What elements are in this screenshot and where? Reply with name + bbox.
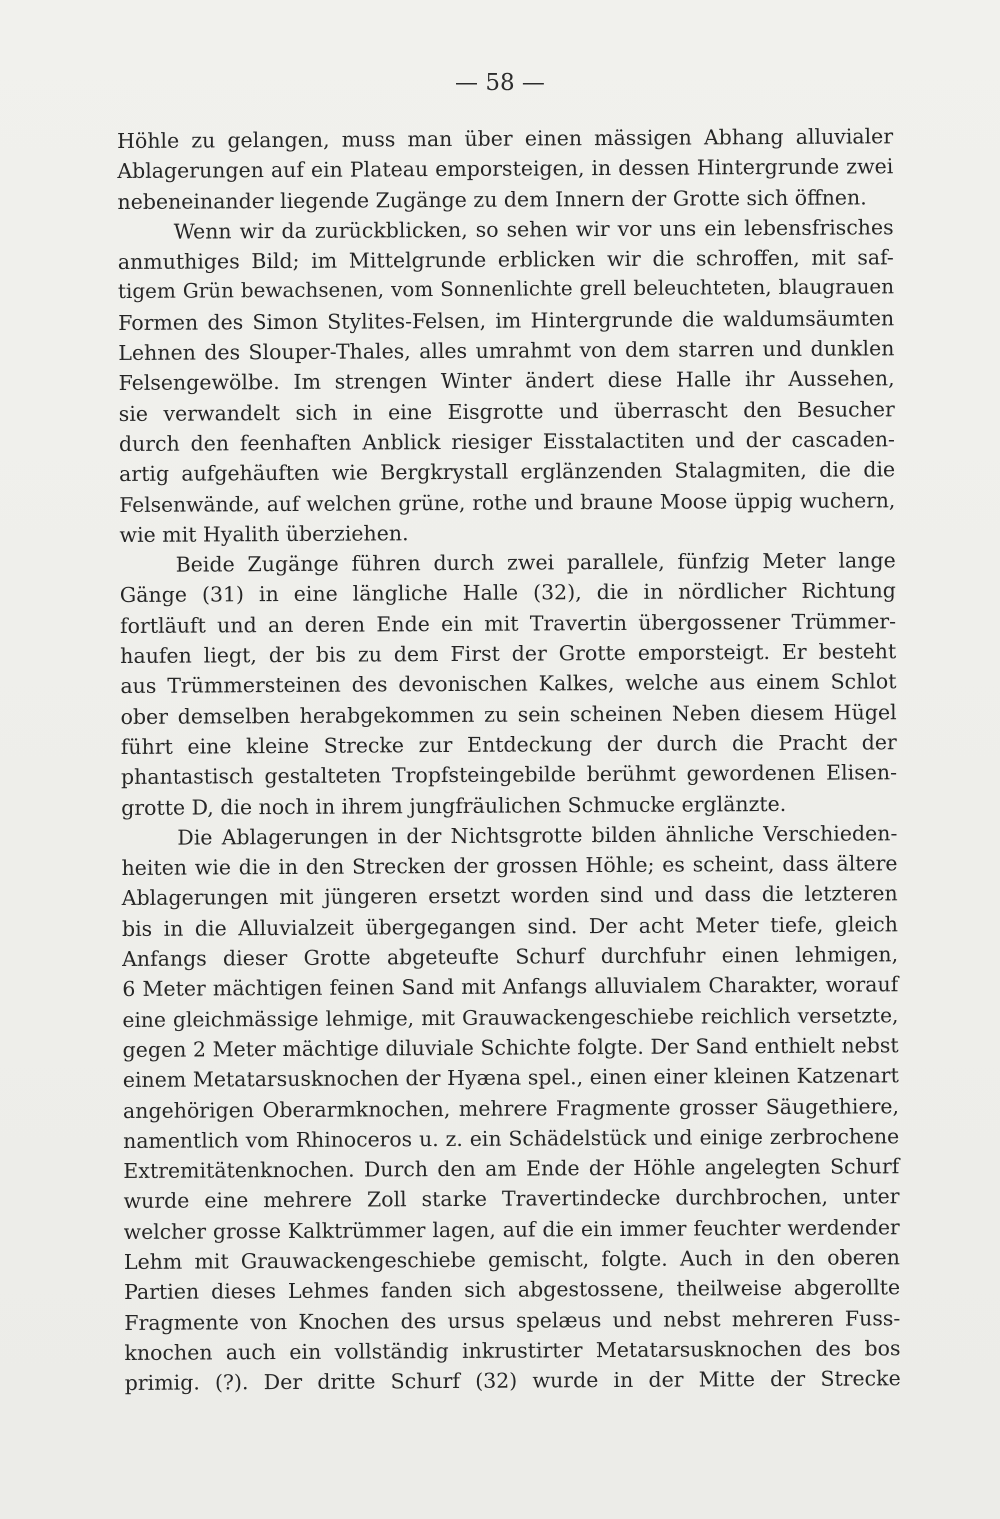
text-line: Ablagerungen auf ein Plateau emporsteigen, in dessen Hintergrunde zwei bbox=[117, 154, 894, 184]
text-line: ober demselben herabgekommen zu sein scheinen Neben diesem Hügel bbox=[120, 699, 897, 729]
body-text bbox=[117, 121, 901, 1398]
text-line: angehörigen Oberarmknochen, mehrere Fragmente grosser Säugethiere, bbox=[122, 1093, 900, 1123]
text-line: phantastisch gestalteten Tropfsteingebilde berühmt gewordenen Elisen- bbox=[120, 760, 898, 790]
text-line: fortläuft und an deren Ende ein mit Travertin übergossener Trümmer- bbox=[119, 609, 897, 638]
text-line: Lehm mit Grauwackengeschiebe gemischt, folgte. Auch in den oberen bbox=[123, 1245, 900, 1274]
paragraph-2 bbox=[118, 212, 896, 550]
text-line: führt eine kleine Strecke zur Entdeckung der durch die Pracht der bbox=[120, 730, 897, 759]
text-line: artig aufgehäuften wie Bergkrystall erglänzenden Stalagmiten, die die bbox=[119, 457, 896, 487]
text-line: tigem Grün bewachsenen, vom Sonnenlichte grell beleuchteten, blaugrauen bbox=[117, 275, 895, 304]
text-line: gegen 2 Meter mächtige diluviale Schichte folgte. Der Sand enthielt nebst bbox=[122, 1033, 899, 1062]
text-line: nebeneinander liegende Zugänge zu dem Innern der Grotte sich öffnen. bbox=[117, 185, 867, 214]
text-line: grotte D, die noch in ihrem jungfräulichen Schmucke erglänzte. bbox=[121, 791, 787, 820]
text-line: welcher grosse Kalktrümmer lagen, auf die ein immer feuchter werdender bbox=[123, 1214, 900, 1244]
text-line: einem Metatarsusknochen der Hyæna spel., einen einer kleinen Katzenart bbox=[122, 1063, 899, 1093]
text-line: durch den feenhaften Anblick riesiger Eisstalactiten und der cascaden- bbox=[118, 427, 896, 456]
text-line: sie verwandelt sich in eine Eisgrotte und überrascht den Besucher bbox=[118, 396, 895, 426]
text-line: haufen liegt, der bis zu dem First der Grotte emporsteigt. Er besteht bbox=[120, 639, 897, 669]
paragraph-3 bbox=[120, 545, 898, 822]
text-line: Lehnen des Slouper-Thales, alles umrahmt von dem starren und dunklen bbox=[118, 336, 895, 366]
text-line: Anfangs dieser Grotte abgeteufte Schurf durchfuhr einen lehmigen, bbox=[122, 942, 899, 971]
paragraph-4 bbox=[121, 818, 901, 1398]
text-line: wie mit Hyalith überziehen. bbox=[119, 521, 409, 547]
text-line: Beide Zugänge führen durch zwei parallele, fünfzig Meter lange bbox=[175, 548, 896, 577]
text-line: Formen des Simon Stylites-Felsen, im Hintergrunde die waldumsäumten bbox=[118, 306, 895, 335]
text-line: 6 Meter mächtigen feinen Sand mit Anfangs alluvialem Charakter, worauf bbox=[122, 972, 899, 1002]
text-line: namentlich vom Rhinoceros u. z. ein Schädelstück und einige zerbrochene bbox=[123, 1124, 900, 1153]
text-line: heiten wie die in den Strecken der grossen Höhle; es scheint, dass ältere bbox=[121, 851, 898, 881]
text-line: Höhle zu gelangen, muss man über einen mässigen Abhang alluvialer bbox=[117, 124, 894, 153]
text-line: Ablagerungen mit jüngeren ersetzt worden sind und dass die letzteren bbox=[121, 881, 898, 911]
text-line: aus Trümmersteinen des devonischen Kalkes, welche aus einem Schlot bbox=[120, 669, 897, 699]
text-line: Fragmente von Knochen des ursus spelæus und nebst mehreren Fuss- bbox=[124, 1305, 901, 1335]
paragraph-1 bbox=[117, 121, 894, 217]
text-line: Die Ablagerungen in der Nichtsgrotte bilden ähnliche Verschieden- bbox=[177, 821, 898, 850]
text-line: Felsenwände, auf welchen grüne, rothe und braune Moose üppig wuchern, bbox=[119, 487, 896, 517]
text-line: Partien dieses Lehmes fanden sich abgestossene, theilweise abgerollte bbox=[124, 1275, 901, 1305]
text-line: anmuthiges Bild; im Mittelgrunde erblicken wir die schroffen, mit saf- bbox=[117, 245, 894, 275]
page-number: — 58 — bbox=[455, 70, 545, 96]
text-line: Wenn wir da zurückblicken, so sehen wir vor uns ein lebensfrisches bbox=[173, 215, 894, 244]
text-line: wurde eine mehrere Zoll starke Travertindecke durchbrochen, unter bbox=[123, 1184, 900, 1214]
text-line: Extremitätenknochen. Durch den am Ende der Höhle angelegten Schurf bbox=[123, 1154, 900, 1184]
text-line: bis in die Alluvialzeit übergegangen sind. Der acht Meter tiefe, gleich bbox=[121, 911, 898, 941]
text-line: Felsengewölbe. Im strengen Winter ändert diese Halle ihr Aussehen, bbox=[118, 366, 895, 396]
text-line: eine gleichmässige lehmige, mit Grauwackengeschiebe reichlich versetzte, bbox=[122, 1002, 899, 1032]
text-line: Gänge (31) in eine längliche Halle (32), die in nördlicher Richtung bbox=[119, 578, 896, 608]
text-line: primig. (?). Der dritte Schurf (32) wurde in der Mitte der Strecke bbox=[124, 1366, 901, 1396]
text-line: knochen auch ein vollständig inkrustirter Metatarsusknochen des bos bbox=[124, 1336, 901, 1365]
